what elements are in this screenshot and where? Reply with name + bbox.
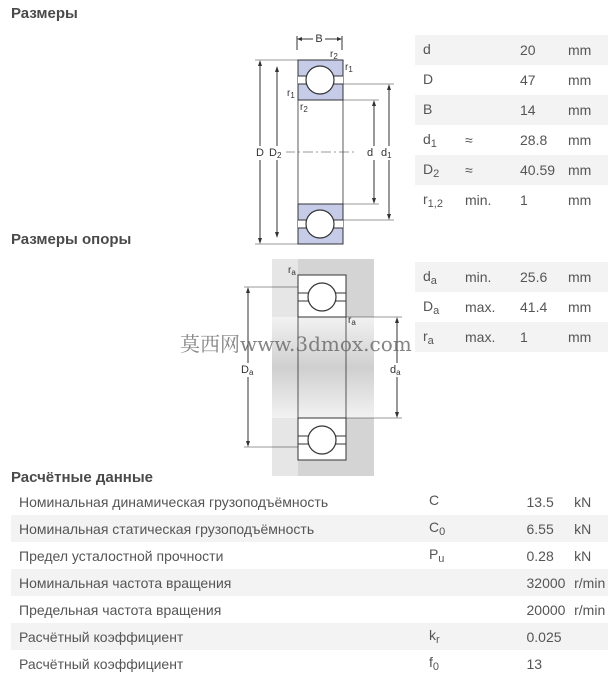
label-r1-left: $r_1$ — [287, 88, 295, 100]
spec-symbol: $C_0$ — [421, 515, 527, 542]
spec-unit: mm — [568, 95, 608, 125]
spec-qualifier — [465, 95, 520, 125]
spec-symbol: $D_2$ — [415, 155, 465, 185]
dimensions-table — [415, 35, 608, 215]
spec-symbol: $r_{1,2}$ — [423, 190, 443, 210]
calc-unit: r/min — [572, 569, 608, 596]
spec-value: 47 — [520, 72, 536, 88]
spec-symbol: D — [423, 70, 434, 87]
spec-value: 41.4 — [520, 299, 548, 315]
table-row — [415, 35, 608, 65]
calc-label: Расчётный коэффициент — [11, 623, 421, 650]
calc-value: 20000 — [526, 601, 566, 618]
label-D2: D2 — [269, 147, 282, 160]
abutment-table — [415, 262, 608, 352]
calc-label: Расчётный коэффициент — [19, 655, 184, 672]
spec-unit: mm — [568, 299, 592, 315]
watermark: 莫西网www.3dmox.com — [180, 332, 412, 356]
calc-value: 6.55 — [527, 515, 573, 542]
table-row — [11, 488, 608, 515]
spec-unit: mm — [568, 192, 592, 208]
calc-label: Предел усталостной прочности — [19, 547, 224, 564]
spec-symbol: $d_1$ — [423, 130, 437, 150]
spec-qualifier: min. — [465, 262, 520, 292]
spec-unit: mm — [568, 132, 592, 148]
calc-unit — [572, 623, 608, 650]
spec-unit: mm — [568, 155, 608, 185]
table-row — [11, 623, 608, 650]
calc-value: 32000 — [527, 569, 573, 596]
calculation-table — [11, 488, 608, 677]
calc-label: Номинальная частота вращения — [11, 569, 421, 596]
label-d: d — [367, 147, 374, 159]
spec-symbol: C — [428, 492, 440, 508]
spec-symbol: $P_u$ — [428, 546, 445, 565]
label-d1: d1 — [381, 147, 392, 160]
spec-symbol: $r_a$ — [415, 322, 465, 352]
calc-value: 0.025 — [527, 623, 573, 650]
spec-value: 20 — [520, 35, 568, 65]
spec-symbol — [421, 569, 527, 596]
spec-qualifier: min. — [465, 192, 492, 208]
label-r1-top: $r_1$ — [345, 62, 353, 74]
spec-symbol: $D_a$ — [423, 297, 440, 317]
spec-value: 28.8 — [520, 132, 548, 148]
section-title-calculation: Расчётные данные — [11, 469, 154, 486]
spec-unit: mm — [568, 35, 608, 65]
spec-qualifier: ≈ — [465, 155, 520, 185]
spec-symbol: B — [415, 95, 465, 125]
spec-value: 25.6 — [520, 262, 568, 292]
label-ra-top: $r_a$ — [288, 265, 296, 277]
bearing-drawing — [245, 28, 410, 250]
table-row — [415, 125, 608, 155]
label-r2-left: $r_2$ — [300, 102, 308, 114]
table-row — [415, 95, 608, 125]
spec-unit: mm — [568, 72, 592, 88]
calc-unit — [572, 650, 608, 677]
section-title-dimensions: Размеры — [11, 5, 78, 22]
calc-value: 0.28 — [526, 547, 554, 564]
label-da: da — [390, 364, 401, 377]
calc-label: Предельная частота вращения — [19, 601, 222, 618]
spec-qualifier: max. — [465, 299, 496, 315]
spec-value: 14 — [520, 95, 568, 125]
label-B: B — [315, 33, 323, 45]
calc-label: Номинальная динамическая грузоподъёмность — [19, 493, 329, 510]
spec-value: 1 — [520, 322, 568, 352]
table-row — [415, 262, 608, 292]
spec-unit: mm — [568, 322, 608, 352]
label-r2-top: $r_2$ — [330, 49, 338, 61]
table-row — [11, 542, 608, 569]
spec-symbol: $f_0$ — [428, 654, 439, 673]
calc-unit: kN — [572, 515, 608, 542]
section-title-abutment: Размеры опоры — [11, 231, 132, 248]
table-row — [415, 185, 608, 215]
calc-unit: kN — [574, 547, 592, 564]
table-row — [11, 515, 608, 542]
spec-symbol: d — [415, 35, 465, 65]
calc-unit: kN — [574, 493, 592, 510]
spec-unit: mm — [568, 262, 608, 292]
label-Da: Da — [241, 364, 254, 377]
calc-value: 13 — [526, 655, 543, 672]
table-row — [415, 155, 608, 185]
table-row — [11, 650, 608, 677]
spec-symbol: $d_a$ — [415, 262, 465, 292]
spec-qualifier: max. — [465, 322, 520, 352]
spec-qualifier — [465, 65, 520, 95]
spec-qualifier — [465, 35, 520, 65]
spec-qualifier: ≈ — [465, 132, 473, 148]
calc-unit: r/min — [574, 601, 606, 618]
table-row — [415, 65, 608, 95]
table-row — [415, 292, 608, 322]
spec-value: 1 — [520, 192, 528, 208]
spec-symbol: $k_r$ — [421, 623, 527, 650]
table-row — [11, 596, 608, 623]
calc-label: Номинальная статическая грузоподъёмность — [11, 515, 421, 542]
spec-symbol — [421, 596, 527, 623]
abutment-drawing — [236, 255, 406, 481]
table-row — [415, 322, 608, 352]
spec-value: 40.59 — [520, 155, 568, 185]
calc-value: 13.5 — [526, 493, 554, 510]
label-D: D — [256, 147, 264, 159]
label-ra-mid: $r_a$ — [348, 315, 356, 327]
table-row — [11, 569, 608, 596]
